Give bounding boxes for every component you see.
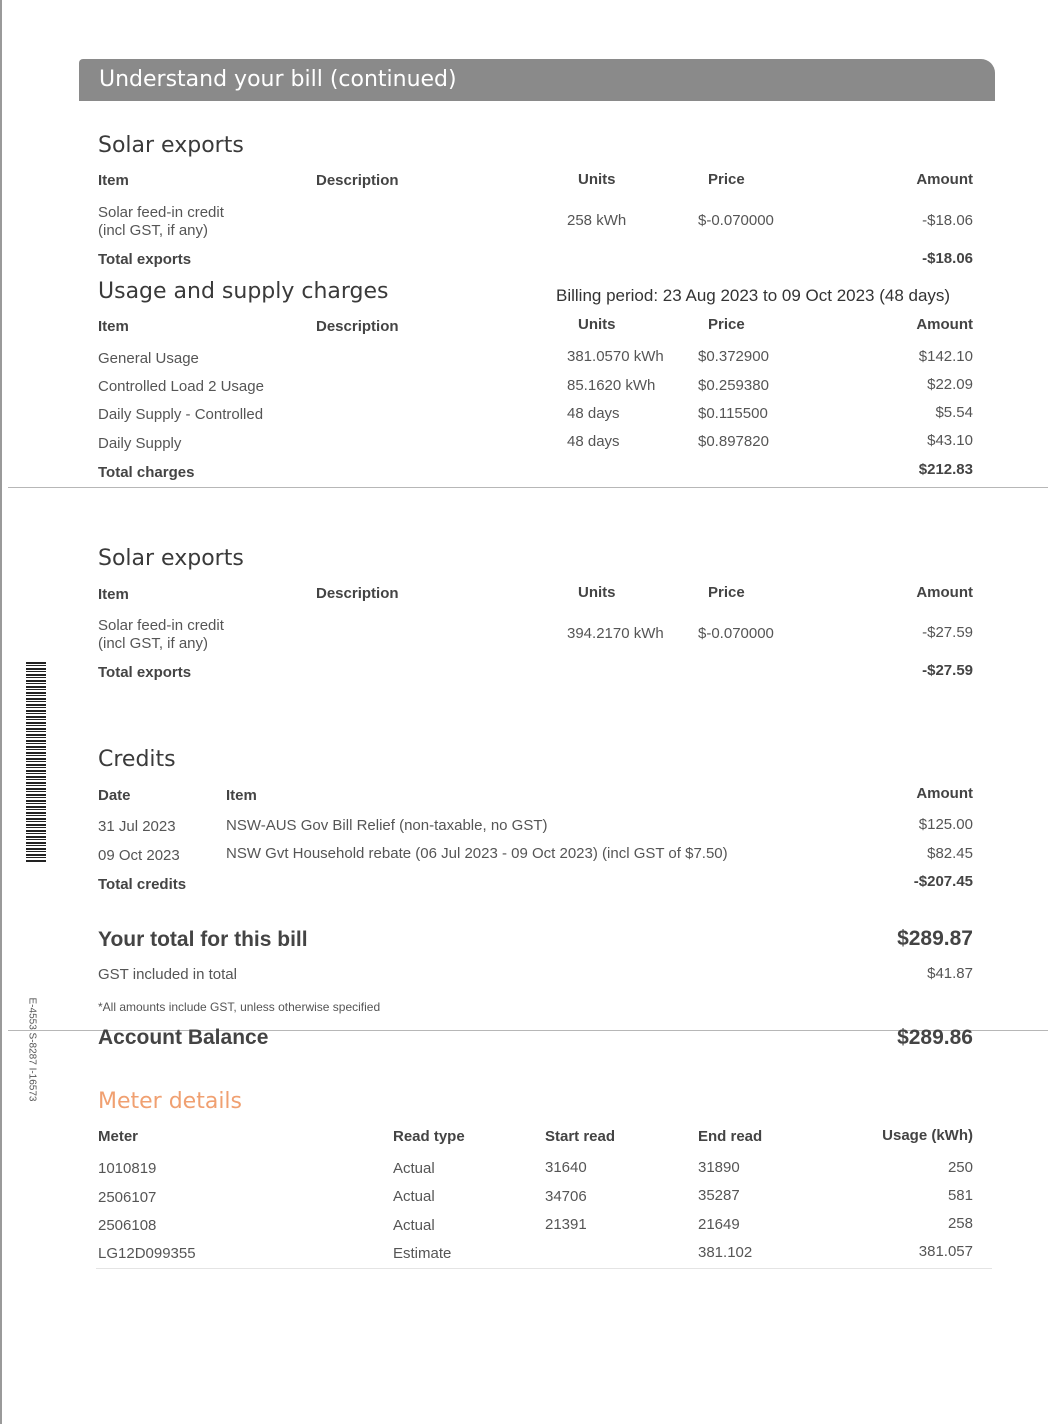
account-balance-label: Account Balance xyxy=(98,1026,269,1049)
col-date: Date xyxy=(98,787,131,804)
solar-item-line2: (incl GST, if any) xyxy=(98,635,209,652)
meter-details-heading: Meter details xyxy=(98,1089,243,1114)
credit-amount: $82.45 xyxy=(927,845,973,862)
usage-row-price: $0.372900 xyxy=(698,348,769,365)
meter-id: 2506108 xyxy=(98,1217,157,1234)
credits-heading: Credits xyxy=(98,747,176,772)
col-start-read: Start read xyxy=(545,1128,616,1145)
total-exports-value: -$27.59 xyxy=(922,662,973,679)
total-exports-value: -$18.06 xyxy=(922,250,973,267)
meter-read-type: Actual xyxy=(393,1217,435,1234)
col-units: Units xyxy=(578,316,616,333)
meter-end-read: 31890 xyxy=(698,1159,740,1176)
scan-edge xyxy=(0,0,2,1424)
credit-item: NSW-AUS Gov Bill Relief (non-taxable, no GST) xyxy=(226,817,548,834)
usage-row-item: Daily Supply - Controlled xyxy=(98,406,264,423)
total-charges-label: Total charges xyxy=(98,464,195,481)
usage-row-amount: $5.54 xyxy=(935,404,973,421)
meter-usage: 581 xyxy=(947,1187,973,1204)
usage-heading: Usage and supply charges xyxy=(98,279,389,304)
gst-note: *All amounts include GST, unless otherwise specified xyxy=(98,1000,381,1014)
col-item: Item xyxy=(98,586,129,603)
col-amount: Amount xyxy=(916,171,973,188)
credit-item: NSW Gvt Household rebate (06 Jul 2023 - 09 Oct 2023) (incl GST of $7.50) xyxy=(226,845,728,862)
billing-period: Billing period: 23 Aug 2023 to 09 Oct 2023 (48 days) xyxy=(556,286,951,305)
col-units: Units xyxy=(578,171,616,188)
solar-amount: -$18.06 xyxy=(922,212,973,229)
col-price: Price xyxy=(708,584,745,601)
side-code: E-4553 S-8287 I-16573 xyxy=(26,997,38,1102)
solar-amount: -$27.59 xyxy=(922,624,973,641)
gst-value: $41.87 xyxy=(927,965,973,982)
meter-start-read: 34706 xyxy=(545,1188,587,1205)
total-charges-value: $212.83 xyxy=(918,461,973,478)
meter-end-read: 381.102 xyxy=(698,1244,753,1261)
col-item: Item xyxy=(98,318,129,335)
meter-end-read: 35287 xyxy=(698,1187,740,1204)
col-description: Description xyxy=(316,172,399,189)
solar-item-line2: (incl GST, if any) xyxy=(98,222,209,239)
col-description: Description xyxy=(316,585,399,602)
col-amount: Amount xyxy=(916,584,973,601)
total-credits-value: -$207.45 xyxy=(913,873,973,890)
col-amount: Amount xyxy=(916,785,973,802)
gst-label: GST included in total xyxy=(98,966,237,983)
credit-amount: $125.00 xyxy=(918,816,973,833)
col-price: Price xyxy=(708,171,745,188)
meter-read-type: Estimate xyxy=(393,1245,452,1262)
usage-row-price: $0.897820 xyxy=(698,433,769,450)
col-meter: Meter xyxy=(98,1128,139,1145)
usage-row-amount: $142.10 xyxy=(918,348,973,365)
col-end-read: End read xyxy=(698,1128,763,1145)
meter-usage: 381.057 xyxy=(918,1243,973,1260)
usage-row-units: 381.0570 kWh xyxy=(567,348,664,365)
usage-row-price: $0.115500 xyxy=(698,405,768,422)
usage-row-amount: $43.10 xyxy=(927,432,973,449)
usage-row-units: 48 days xyxy=(567,405,620,422)
fold-line xyxy=(8,487,1048,488)
solar-units: 394.2170 kWh xyxy=(567,625,664,642)
usage-row-units: 48 days xyxy=(567,433,620,450)
col-units: Units xyxy=(578,584,616,601)
meter-start-read: 21391 xyxy=(545,1216,587,1233)
col-usage: Usage (kWh) xyxy=(882,1127,973,1144)
col-read-type: Read type xyxy=(393,1128,465,1145)
col-amount: Amount xyxy=(916,316,973,333)
account-balance-value: $289.86 xyxy=(897,1026,973,1049)
usage-row-item: Controlled Load 2 Usage xyxy=(98,378,264,395)
usage-row-item: Daily Supply xyxy=(98,435,182,452)
meter-end-read: 21649 xyxy=(698,1216,740,1233)
solar-item-line1: Solar feed-in credit xyxy=(98,204,224,221)
total-credits-label: Total credits xyxy=(98,876,187,893)
solar-price: $-0.070000 xyxy=(698,625,774,642)
usage-row-item: General Usage xyxy=(98,350,199,367)
meter-usage: 250 xyxy=(947,1159,973,1176)
meter-read-type: Actual xyxy=(393,1188,435,1205)
solar-item-line1: Solar feed-in credit xyxy=(98,617,224,634)
meter-usage: 258 xyxy=(947,1215,973,1232)
page-title: Understand your bill (continued) xyxy=(99,67,457,92)
meter-id: 1010819 xyxy=(98,1160,157,1177)
solar-units: 258 kWh xyxy=(567,212,627,229)
bill-total-value: $289.87 xyxy=(897,927,973,950)
col-price: Price xyxy=(708,316,745,333)
bill-total-label: Your total for this bill xyxy=(98,928,308,951)
meter-id: LG12D099355 xyxy=(98,1245,196,1262)
total-exports-label: Total exports xyxy=(98,664,192,681)
col-description: Description xyxy=(316,318,399,335)
solar-exports-heading: Solar exports xyxy=(98,133,244,158)
header-banner xyxy=(79,59,995,101)
usage-row-amount: $22.09 xyxy=(927,376,973,393)
meter-id: 2506107 xyxy=(98,1189,157,1206)
credit-date: 09 Oct 2023 xyxy=(98,847,180,864)
total-exports-label: Total exports xyxy=(98,251,192,268)
usage-row-units: 85.1620 kWh xyxy=(567,377,656,394)
usage-row-price: $0.259380 xyxy=(698,377,769,394)
credit-date: 31 Jul 2023 xyxy=(98,818,176,835)
col-item: Item xyxy=(98,172,129,189)
col-item: Item xyxy=(226,787,257,804)
barcode xyxy=(26,662,46,862)
meter-read-type: Actual xyxy=(393,1160,435,1177)
meter-start-read: 31640 xyxy=(545,1159,587,1176)
solar-price: $-0.070000 xyxy=(698,212,774,229)
solar-exports-heading: Solar exports xyxy=(98,546,244,571)
table-rule xyxy=(96,1268,992,1269)
